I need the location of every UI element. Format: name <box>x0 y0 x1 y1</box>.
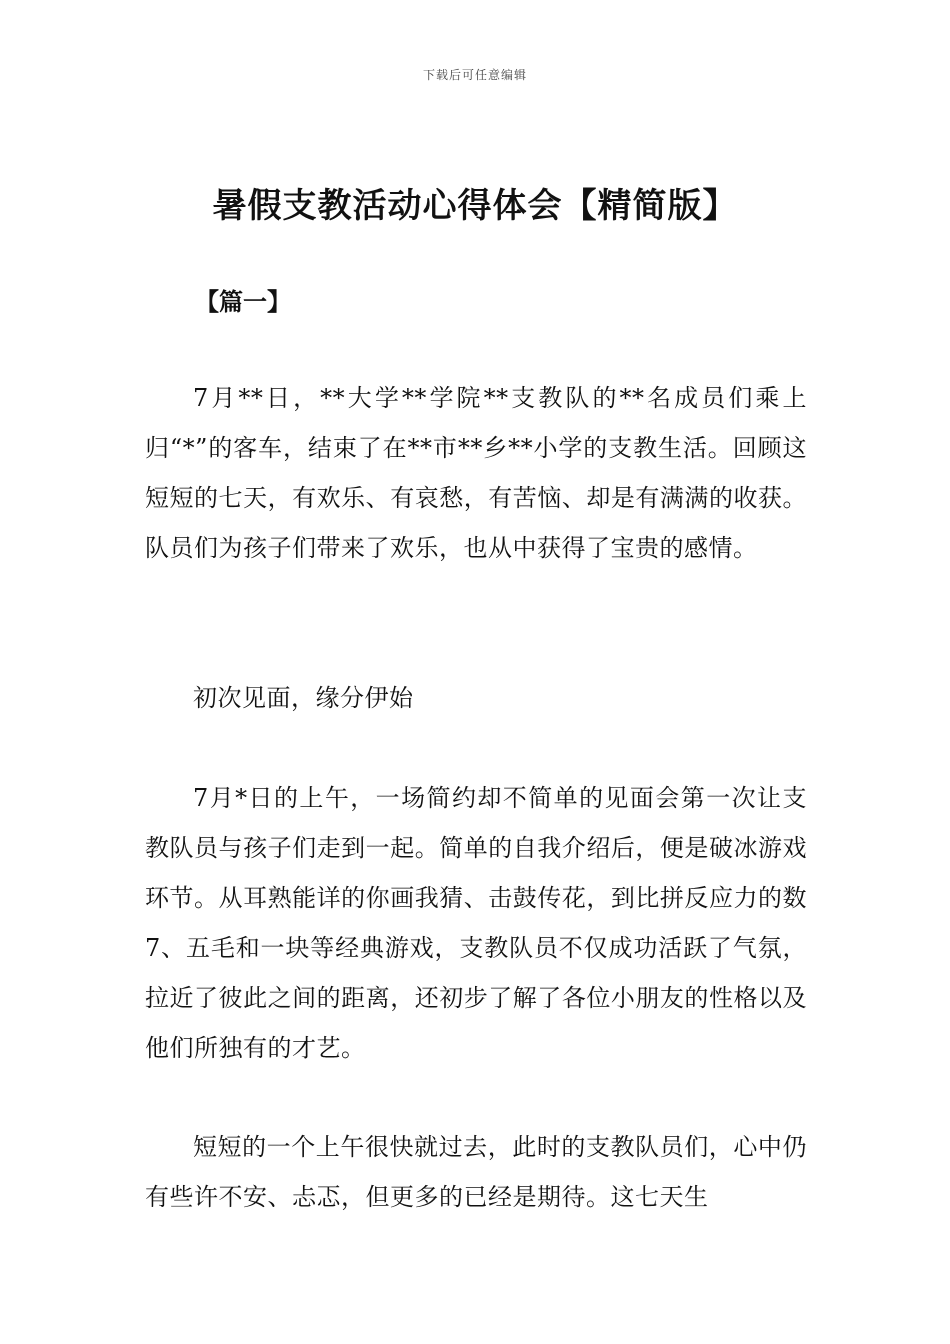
paragraph-subheading: 初次见面，缘分伊始 <box>193 684 414 712</box>
paragraph-first-meeting: 7月*日的上午，一场简约却不简单的见面会第一次让支教队员与孩子们走到一起。简单的自我介绍后，便是破冰游戏环节。从耳熟能详的你画我猜、击鼓传花，到比拼反应力的数7、五毛和一块等经典游戏，支教队员不仅成功活跃了气氛，拉近了彼此之间的距离，还初步了解了各位小朋友的性格以及他们所独有的才艺。 <box>145 784 807 1062</box>
document-title: 暑假支教活动心得体会【精简版】 <box>212 186 738 226</box>
section-label: 【篇一】 <box>195 288 291 316</box>
paragraph-morning: 短短的一个上午很快就过去，此时的支教队员们，心中仍有些许不安、忐忑，但更多的已经是期待。这七天生 <box>145 1133 807 1211</box>
header-note: 下载后可任意编辑 <box>422 68 527 82</box>
paragraph-intro: 7月**日，**大学**学院**支教队的**名成员们乘上归“*”的客车，结束了在**市**乡**小学的支教生活。回顾这短短的七天，有欢乐、有哀愁，有苦恼、却是有满满的收获。队员们为孩子们带来了欢乐，也从中获得了宝贵的感情。 <box>145 384 807 562</box>
